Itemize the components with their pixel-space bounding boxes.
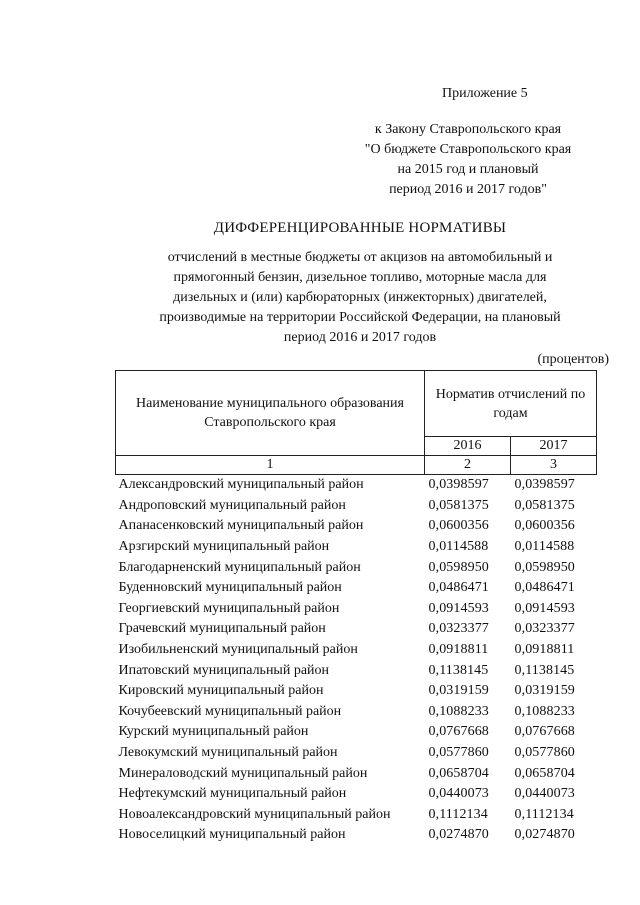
value-2017-cell: 0,0398597 bbox=[514, 477, 575, 493]
value-2016-cell: 0,0581375 bbox=[428, 497, 489, 513]
table-row bbox=[116, 537, 597, 558]
table-row bbox=[116, 763, 597, 784]
units-label: (процентов) bbox=[537, 352, 609, 367]
table-row bbox=[116, 496, 597, 517]
value-2017-cell: 0,0319159 bbox=[514, 683, 575, 699]
table-row bbox=[116, 743, 597, 764]
municipality-name-cell: Ипатовский муниципальный район bbox=[118, 662, 330, 678]
column-number-1: 1 bbox=[116, 456, 425, 475]
value-2016-cell: 0,0274870 bbox=[428, 827, 489, 843]
table-row bbox=[116, 619, 597, 640]
subtitle-line: дизельных и (или) карбюраторных (инжекторных) двигателей, bbox=[173, 290, 547, 305]
value-2016-cell: 0,0918811 bbox=[428, 642, 489, 658]
law-reference-line: на 2015 год и плановый bbox=[397, 162, 539, 177]
column-header-year-2017: 2017 bbox=[511, 437, 597, 456]
municipality-name-cell: Новоалександровский муниципальный район bbox=[118, 806, 391, 822]
value-2016-cell: 0,1138145 bbox=[428, 662, 489, 678]
value-2016-cell: 0,0598950 bbox=[428, 559, 489, 575]
law-reference bbox=[348, 120, 588, 200]
table-row bbox=[116, 722, 597, 743]
value-2017-cell: 0,0767668 bbox=[514, 724, 575, 740]
column-header-name: Наименование муниципального образования Ставропольского края bbox=[116, 371, 425, 456]
value-2017-cell: 0,0577860 bbox=[514, 745, 575, 761]
value-2016-cell: 0,0577860 bbox=[428, 745, 489, 761]
value-2016-cell: 0,0767668 bbox=[428, 724, 489, 740]
column-header-norms: Норматив отчислений по годам bbox=[425, 371, 597, 437]
value-2017-cell: 0,0658704 bbox=[514, 765, 575, 781]
value-2016-cell: 0,0486471 bbox=[428, 580, 489, 596]
value-2016-cell: 0,0323377 bbox=[428, 621, 489, 637]
column-header-year-2016: 2016 bbox=[425, 437, 511, 456]
value-2016-cell: 0,0440073 bbox=[428, 786, 489, 802]
table-row bbox=[116, 475, 597, 496]
table-row bbox=[116, 599, 597, 620]
value-2017-cell: 0,1112134 bbox=[514, 806, 574, 822]
value-2017-cell: 0,0274870 bbox=[514, 827, 575, 843]
table-row bbox=[116, 640, 597, 661]
column-number-2: 2 bbox=[425, 456, 511, 475]
value-2017-cell: 0,0323377 bbox=[514, 621, 575, 637]
table-row bbox=[116, 702, 597, 723]
municipality-name-cell: Кировский муниципальный район bbox=[118, 683, 324, 699]
value-2017-cell: 0,1138145 bbox=[514, 662, 575, 678]
municipality-name-cell: Георгиевский муниципальный район bbox=[118, 600, 340, 616]
value-2016-cell: 0,0600356 bbox=[428, 518, 489, 534]
table-body bbox=[116, 475, 597, 846]
value-2016-cell: 0,0658704 bbox=[428, 765, 489, 781]
law-reference-line: период 2016 и 2017 годов" bbox=[389, 182, 547, 197]
value-2016-cell: 0,1088233 bbox=[428, 703, 489, 719]
municipality-name-cell: Андроповский муниципальный район bbox=[118, 497, 346, 513]
value-2017-cell: 0,0440073 bbox=[514, 786, 575, 802]
value-2017-cell: 0,0918811 bbox=[514, 642, 575, 658]
municipality-name-cell: Минераловодский муниципальный район bbox=[118, 765, 368, 781]
appendix-label: Приложение 5 bbox=[442, 86, 528, 101]
value-2016-cell: 0,0914593 bbox=[428, 600, 489, 616]
value-2017-cell: 0,1088233 bbox=[514, 703, 575, 719]
table-row bbox=[116, 516, 597, 537]
municipality-name-cell: Курский муниципальный район bbox=[118, 724, 309, 740]
value-2017-cell: 0,0114588 bbox=[514, 539, 575, 555]
municipality-name-cell: Нефтекумский муниципальный район bbox=[118, 786, 347, 802]
municipality-name-cell: Благодарненский муниципальный район bbox=[118, 559, 361, 575]
table-row bbox=[116, 805, 597, 826]
municipality-name-cell: Апанасенковский муниципальный район bbox=[118, 518, 364, 534]
table-row bbox=[116, 825, 597, 846]
value-2016-cell: 0,0114588 bbox=[428, 539, 489, 555]
table-row bbox=[116, 660, 597, 681]
value-2016-cell: 0,0398597 bbox=[428, 477, 489, 493]
law-reference-line: к Закону Ставропольского края bbox=[374, 122, 562, 137]
value-2017-cell: 0,0600356 bbox=[514, 518, 575, 534]
table-row bbox=[116, 578, 597, 599]
value-2017-cell: 0,0486471 bbox=[514, 580, 575, 596]
table-row bbox=[116, 784, 597, 805]
law-reference-line: "О бюджете Ставропольского края bbox=[364, 142, 572, 157]
subtitle-line: прямогонный бензин, дизельное топливо, моторные масла для bbox=[173, 270, 547, 285]
municipality-name-cell: Грачевский муниципальный район bbox=[118, 621, 326, 637]
municipality-name-cell: Арзгирский муниципальный район bbox=[118, 539, 330, 555]
value-2017-cell: 0,0598950 bbox=[514, 559, 575, 575]
subtitle-line: период 2016 и 2017 годов bbox=[283, 330, 437, 345]
document-title: ДИФФЕРЕНЦИРОВАННЫЕ НОРМАТИВЫ bbox=[213, 220, 507, 236]
norms-table bbox=[115, 370, 597, 846]
municipality-name-cell: Изобильненский муниципальный район bbox=[118, 642, 358, 658]
table-row bbox=[116, 557, 597, 578]
document-subtitle bbox=[130, 248, 590, 348]
value-2016-cell: 0,0319159 bbox=[428, 683, 489, 699]
subtitle-line: производимые на территории Российской Федерации, на плановый bbox=[159, 310, 561, 325]
value-2017-cell: 0,0581375 bbox=[514, 497, 575, 513]
municipality-name-cell: Кочубеевский муниципальный район bbox=[118, 703, 342, 719]
subtitle-line: отчислений в местные бюджеты от акцизов на автомобильный и bbox=[167, 250, 553, 265]
municipality-name-cell: Левокумский муниципальный район bbox=[118, 745, 338, 761]
column-number-3: 3 bbox=[511, 456, 597, 475]
value-2016-cell: 0,1112134 bbox=[428, 806, 488, 822]
table-row bbox=[116, 681, 597, 702]
municipality-name-cell: Новоселицкий муниципальный район bbox=[118, 827, 346, 843]
municipality-name-cell: Буденновский муниципальный район bbox=[118, 580, 342, 596]
value-2017-cell: 0,0914593 bbox=[514, 600, 575, 616]
municipality-name-cell: Александровский муниципальный район bbox=[118, 477, 364, 493]
